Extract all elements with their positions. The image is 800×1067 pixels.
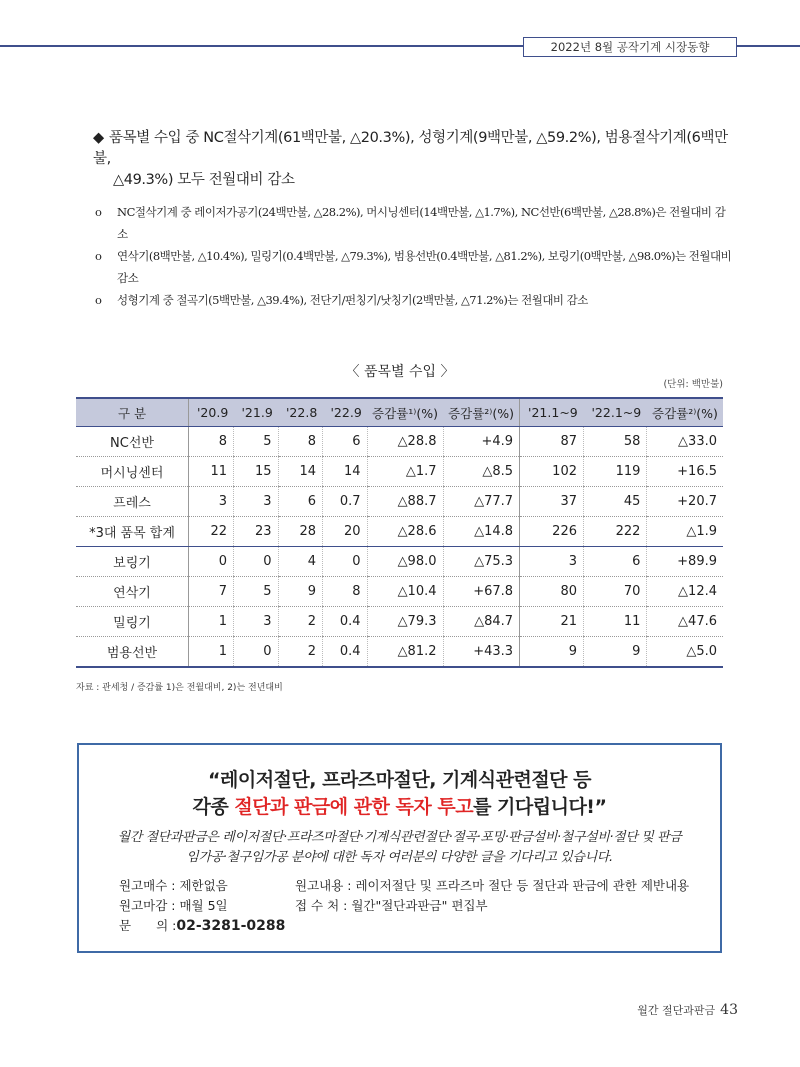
table-row bbox=[76, 547, 723, 577]
table-row bbox=[76, 607, 723, 637]
sub-bullet: o NC절삭기계 중 레이저가공기(24백만불, △28.2%), 머시닝센터(14백만불, △1.7%), NC선반(6백만불, △28.8%)은 전월대비 감소 bbox=[93, 201, 733, 245]
main-bullet-line1: 품목별 수입 중 NC절삭기계(61백만불, △20.3%), 성형기계(9백만불, △59.2%), 범용절삭기계(6백만불, bbox=[93, 130, 728, 167]
table-row bbox=[76, 517, 723, 547]
table-cell: 4 bbox=[278, 547, 323, 577]
notice-highlight: 절단과 판금에 관한 독자 투고 bbox=[234, 796, 474, 818]
main-bullet-line2: △49.3%) 모두 전월대비 감소 bbox=[113, 172, 295, 188]
header-cell: '21.9 bbox=[234, 398, 279, 427]
manuscript-count: 원고매수 : 제한없음 bbox=[119, 878, 228, 893]
table-cell: △1.9 bbox=[647, 517, 723, 547]
table-cell: 2 bbox=[278, 637, 323, 668]
table-cell: 20 bbox=[323, 517, 368, 547]
table-cell: 37 bbox=[520, 487, 584, 517]
table-cell: △47.6 bbox=[647, 607, 723, 637]
circle-bullet-icon: o bbox=[95, 249, 102, 263]
call-for-papers-box bbox=[77, 743, 722, 953]
table-cell: 7 bbox=[189, 577, 234, 607]
table-row bbox=[76, 637, 723, 668]
table-cell: 9 bbox=[278, 577, 323, 607]
table-cell: 23 bbox=[234, 517, 279, 547]
table-cell: △81.2 bbox=[367, 637, 443, 668]
header-cell: 증감률¹⁾(%) bbox=[367, 398, 443, 427]
table-cell: △84.7 bbox=[443, 607, 520, 637]
table-cell: △33.0 bbox=[647, 427, 723, 457]
table-cell: 0.4 bbox=[323, 607, 368, 637]
notice-paragraph: 월간 절단과판금은 레이저절단·프라즈마절단·기계식관련절단·절곡·포밍·판금설비·철구설비·절단 및 판금 임가공·철구임가공 분야에 대한 독자 여러분의 다양한 글을 기다리고 있습니다. bbox=[117, 830, 682, 865]
table-source: 자료 : 관세청 / 증감률 1)은 전월대비, 2)는 전년대비 bbox=[76, 683, 283, 693]
table-row bbox=[76, 457, 723, 487]
header-cell: '20.9 bbox=[189, 398, 234, 427]
table-body bbox=[76, 427, 723, 668]
table-cell: 3 bbox=[234, 487, 279, 517]
header-cell: '22.1~9 bbox=[584, 398, 647, 427]
table-cell: 45 bbox=[584, 487, 647, 517]
table-cell: 15 bbox=[234, 457, 279, 487]
circle-bullet-icon: o bbox=[95, 205, 102, 219]
header-cell: '21.1~9 bbox=[520, 398, 584, 427]
table-cell: △77.7 bbox=[443, 487, 520, 517]
table-cell: 222 bbox=[584, 517, 647, 547]
table-cell: 2 bbox=[278, 607, 323, 637]
table-cell: △98.0 bbox=[367, 547, 443, 577]
table-cell: +20.7 bbox=[647, 487, 723, 517]
table-cell: △5.0 bbox=[647, 637, 723, 668]
sub-bullet: o 연삭기(8백만불, △10.4%), 밀링기(0.4백만불, △79.3%), 범용선반(0.4백만불, △81.2%), 보링기(0백만불, △98.0%)는 전월대비 감소 bbox=[93, 245, 733, 289]
manuscript-deadline: 원고마감 : 매월 5일 bbox=[119, 898, 228, 913]
row-label: 보링기 bbox=[76, 547, 189, 577]
table-row bbox=[76, 487, 723, 517]
table-cell: △28.8 bbox=[367, 427, 443, 457]
table-cell: 102 bbox=[520, 457, 584, 487]
table-cell: 8 bbox=[278, 427, 323, 457]
page-footer bbox=[637, 1002, 738, 1018]
table-cell: △8.5 bbox=[443, 457, 520, 487]
table-cell: +43.3 bbox=[443, 637, 520, 668]
table-cell: 28 bbox=[278, 517, 323, 547]
row-label: 프레스 bbox=[76, 487, 189, 517]
table-title: 〈 품목별 수입 〉 bbox=[345, 364, 455, 380]
table-cell: +4.9 bbox=[443, 427, 520, 457]
row-label: NC선반 bbox=[76, 427, 189, 457]
table-cell: 0 bbox=[189, 547, 234, 577]
circle-bullet-icon: o bbox=[95, 293, 102, 307]
table-cell: +16.5 bbox=[647, 457, 723, 487]
table-header-row bbox=[76, 398, 723, 427]
table-cell: 11 bbox=[189, 457, 234, 487]
table-cell: 22 bbox=[189, 517, 234, 547]
table-cell: △79.3 bbox=[367, 607, 443, 637]
table-cell: 8 bbox=[189, 427, 234, 457]
table-cell: 0 bbox=[234, 637, 279, 668]
table-cell: △10.4 bbox=[367, 577, 443, 607]
header-cell: 증감률²⁾(%) bbox=[647, 398, 723, 427]
table-cell: 5 bbox=[234, 577, 279, 607]
table-cell: 6 bbox=[323, 427, 368, 457]
table-cell: 119 bbox=[584, 457, 647, 487]
table-cell: △88.7 bbox=[367, 487, 443, 517]
table-cell: +67.8 bbox=[443, 577, 520, 607]
table-cell: △14.8 bbox=[443, 517, 520, 547]
table-cell: 1 bbox=[189, 607, 234, 637]
header-cell: '22.8 bbox=[278, 398, 323, 427]
table-cell: 3 bbox=[520, 547, 584, 577]
table-cell: 5 bbox=[234, 427, 279, 457]
notice-info bbox=[119, 876, 699, 936]
table-cell: +89.9 bbox=[647, 547, 723, 577]
table-cell: 9 bbox=[584, 637, 647, 668]
table-cell: 14 bbox=[278, 457, 323, 487]
table-cell: △1.7 bbox=[367, 457, 443, 487]
contact-phone: 02-3281-0288 bbox=[176, 918, 286, 934]
row-label: 범용선반 bbox=[76, 637, 189, 668]
table-cell: 0 bbox=[234, 547, 279, 577]
table-cell: 21 bbox=[520, 607, 584, 637]
running-header: 2022년 8월 공작기계 시장동향 bbox=[523, 37, 737, 57]
table-row bbox=[76, 427, 723, 457]
table-cell: △12.4 bbox=[647, 577, 723, 607]
table-cell: 87 bbox=[520, 427, 584, 457]
table-cell: 6 bbox=[278, 487, 323, 517]
table-cell: 226 bbox=[520, 517, 584, 547]
bullet-section bbox=[93, 128, 733, 311]
table-cell: △75.3 bbox=[443, 547, 520, 577]
table-cell: 70 bbox=[584, 577, 647, 607]
table-cell: 14 bbox=[323, 457, 368, 487]
header-cell: 증감률²⁾(%) bbox=[443, 398, 520, 427]
manuscript-content: 원고내용 : 레이저절단 및 프라즈마 절단 등 절단과 판금에 관한 제반내용 bbox=[295, 878, 690, 893]
row-label: 밀링기 bbox=[76, 607, 189, 637]
table-row bbox=[76, 577, 723, 607]
table-cell: 1 bbox=[189, 637, 234, 668]
table-unit: (단위: 백만불) bbox=[663, 379, 723, 390]
table-cell: 58 bbox=[584, 427, 647, 457]
header-cell: 구 분 bbox=[76, 398, 189, 427]
notice-headline-1: “레이저절단, 프라즈마절단, 기계식관련절단 등 bbox=[208, 769, 591, 791]
sub-bullet: o 성형기계 중 절곡기(5백만불, △39.4%), 전단기/펀칭기/낫칭기(2백만불, △71.2%)는 전월대비 감소 bbox=[93, 289, 733, 311]
row-label: *3대 품목 합계 bbox=[76, 517, 189, 547]
header-cell: '22.9 bbox=[323, 398, 368, 427]
diamond-icon: ◆ bbox=[93, 130, 104, 146]
table-cell: 0.7 bbox=[323, 487, 368, 517]
sub-bullets bbox=[93, 201, 733, 311]
table-cell: 3 bbox=[189, 487, 234, 517]
notice-headline-2: 각종 절단과 판금에 관한 독자 투고를 기다립니다!” bbox=[192, 796, 607, 818]
main-bullet bbox=[93, 128, 733, 191]
row-label: 연삭기 bbox=[76, 577, 189, 607]
magazine-name: 월간 절단과판금 bbox=[637, 1004, 716, 1017]
table-cell: 8 bbox=[323, 577, 368, 607]
table-cell: 11 bbox=[584, 607, 647, 637]
table-cell: 3 bbox=[234, 607, 279, 637]
table-cell: 6 bbox=[584, 547, 647, 577]
table-cell: 80 bbox=[520, 577, 584, 607]
import-table bbox=[76, 397, 723, 668]
table-cell: 0.4 bbox=[323, 637, 368, 668]
row-label: 머시닝센터 bbox=[76, 457, 189, 487]
table-cell: △28.6 bbox=[367, 517, 443, 547]
table-cell: 0 bbox=[323, 547, 368, 577]
table-cell: 9 bbox=[520, 637, 584, 668]
submission-office: 접 수 처 : 월간"절단과판금" 편집부 bbox=[295, 898, 488, 913]
contact-label: 문 의 : bbox=[119, 918, 177, 933]
page-number: 43 bbox=[720, 1002, 738, 1018]
